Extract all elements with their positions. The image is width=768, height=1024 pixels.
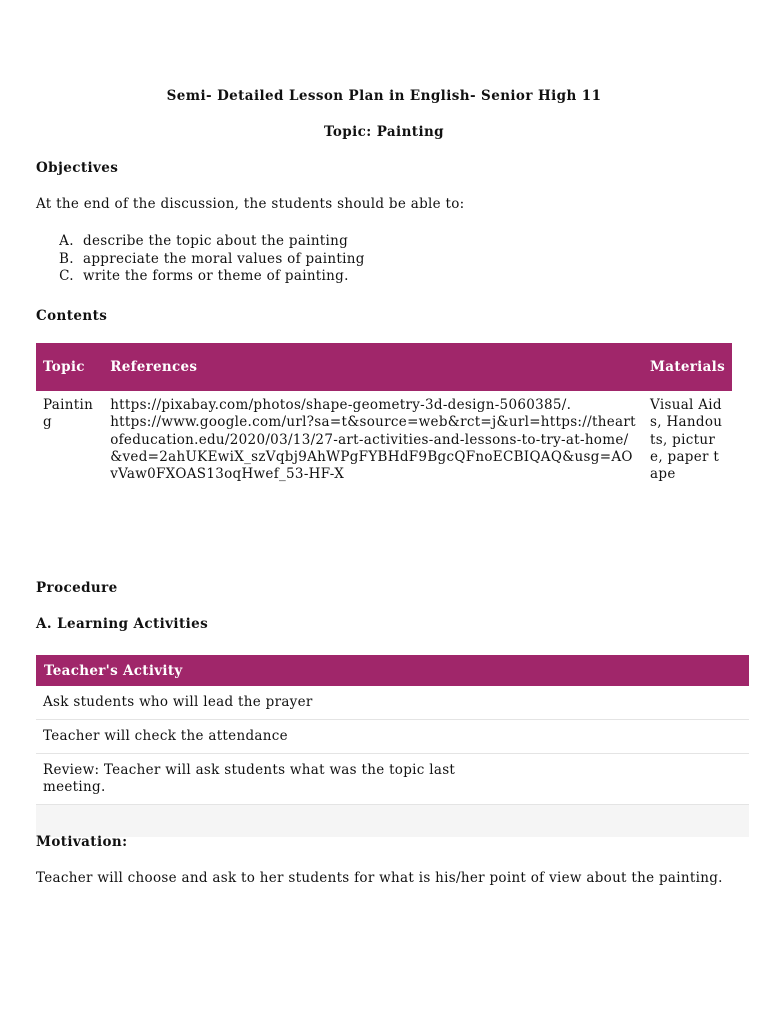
document-title: Semi- Detailed Lesson Plan in English- Senior High 11 [166, 88, 602, 104]
reference-link[interactable]: https://pixabay.com/photos/shape-geometry-3d-design-5060385/. [110, 397, 572, 413]
cell-materials: Visual Aids, Handouts, picture, paper tape [650, 397, 723, 483]
activity-table [36, 655, 749, 837]
activity-cell: Teacher will check the attendance [36, 720, 749, 754]
table-row-empty [36, 805, 749, 838]
cell-topic: Painting [43, 397, 94, 431]
topic-title: Topic: Painting [323, 124, 445, 140]
activity-cell: Ask students who will lead the prayer [36, 686, 749, 720]
activity-cell-text: Review: Teacher will ask students what was the topic last meeting. [43, 762, 456, 795]
column-header-references: References [103, 343, 643, 391]
procedure-heading: Procedure [36, 580, 118, 596]
table-row [36, 720, 749, 754]
table-row [36, 391, 732, 483]
objective-item: A. describe the topic about the painting [83, 233, 365, 251]
activity-cell [36, 754, 749, 805]
objectives-list [36, 233, 365, 286]
reference-link[interactable]: https://www.google.com/url?sa=t&source=web&rct=j&url=https://theartofeducation.edu/2020/03/13/27-art-activities-and-lessons-to-try-at-home/ [110, 414, 636, 448]
column-header-materials: Materials [643, 343, 732, 391]
learning-activities-heading: A. Learning Activities [36, 616, 209, 632]
activity-cell-empty [36, 805, 749, 838]
table-row [36, 686, 749, 720]
motivation-text: Teacher will choose and ask to her students for what is his/her point of view about the painting. [36, 870, 723, 886]
objective-item: C. write the forms or theme of painting. [83, 268, 365, 286]
objective-item: B. appreciate the moral values of painting [83, 251, 365, 269]
reference-link[interactable]: &ved=2ahUKEwiX_szVqbj9AhWPgFYBHdF9BgcQFnoECBIQAQ&usg=AOvVaw0FXOAS13oqHwef_53-HF-X [110, 448, 633, 483]
contents-table [36, 343, 732, 483]
objectives-intro: At the end of the discussion, the students should be able to: [36, 196, 465, 212]
column-header-teachers-activity: Teacher's Activity [36, 655, 749, 686]
contents-heading: Contents [36, 308, 108, 324]
activity-header-row [36, 655, 749, 686]
objectives-heading: Objectives [36, 160, 119, 176]
column-header-topic: Topic [36, 343, 103, 391]
contents-header-row [36, 343, 732, 391]
motivation-heading: Motivation: [36, 834, 128, 850]
cell-references [103, 391, 643, 483]
table-row [36, 754, 749, 805]
